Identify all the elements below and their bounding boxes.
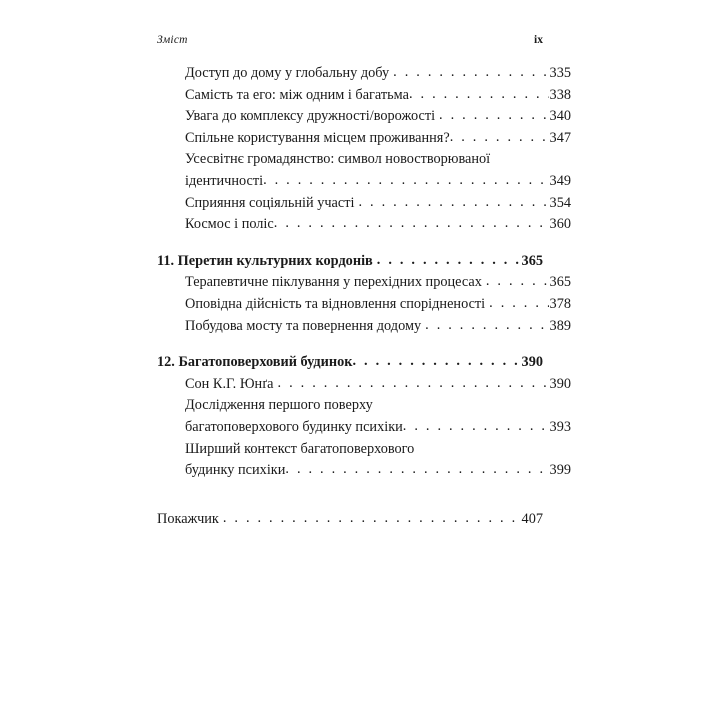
toc-entry-page-number: 354 — [549, 194, 571, 211]
toc-entry-label: Покажчик — [157, 510, 219, 527]
toc-leader-dots — [358, 192, 549, 214]
toc-leader-dots — [403, 416, 549, 438]
toc-entry-page-number: 365 — [549, 274, 571, 291]
toc-leader-dots — [409, 84, 549, 106]
toc-entry-label: 12. Багатоповерховий будинок — [157, 354, 353, 371]
toc-entry[interactable] — [157, 439, 571, 461]
toc-entry-label: Самість та его: між одним і багатьма — [185, 86, 409, 103]
toc-entry-page-number: 378 — [549, 295, 571, 312]
toc-entry[interactable] — [157, 63, 571, 85]
toc-entry-label: Сон К.Г. Юнґа — [185, 375, 274, 392]
toc-entry-label: Побудова мосту та повернення додому — [185, 317, 422, 334]
toc-entry-page-number: 335 — [549, 65, 571, 81]
toc-entry-label: Терапевтичне піклування у перехідних процесах — [185, 274, 482, 291]
toc-entry[interactable] — [157, 171, 571, 193]
toc-entry[interactable] — [157, 352, 543, 374]
toc-entry-label: Космос і поліс — [185, 216, 274, 233]
toc-entry-label: Увага до комплексу дружності/ворожості — [185, 108, 436, 125]
page-folio: ix — [534, 34, 543, 46]
toc-entry-page-number: 407 — [521, 510, 543, 527]
toc-entry[interactable] — [157, 460, 571, 482]
toc-entry-label: Дослідження першого поверху — [185, 397, 373, 414]
toc-leader-dots — [352, 351, 521, 373]
toc-leader-dots — [489, 293, 549, 315]
toc-entry[interactable] — [157, 395, 571, 417]
toc-entry[interactable] — [157, 214, 571, 236]
toc-entry-label: Доступ до дому у глобальну добу — [185, 65, 390, 81]
toc-entry[interactable] — [157, 272, 571, 294]
toc-entry-label: Усесвітнє громадянство: символ новостворюваної — [185, 151, 491, 168]
toc-entry[interactable] — [157, 106, 571, 128]
toc-entry[interactable] — [157, 85, 571, 107]
toc-leader-dots — [278, 373, 550, 395]
toc-leader-dots — [377, 250, 521, 272]
toc-entry[interactable] — [157, 128, 571, 150]
toc-leader-dots — [486, 271, 549, 293]
toc-leader-dots — [223, 508, 521, 530]
toc-entry-label: Оповідна дійсність та відновлення спорідненості — [185, 295, 486, 312]
toc-entry-page-number: 338 — [549, 86, 571, 103]
toc-entry-page-number: 389 — [549, 317, 571, 334]
toc-entry[interactable] — [157, 417, 571, 439]
toc-entry-label: ідентичності — [185, 172, 264, 189]
toc-entry[interactable] — [157, 251, 543, 273]
toc-entry-page-number: 347 — [549, 129, 571, 146]
toc-leader-dots — [263, 170, 549, 192]
running-head — [157, 34, 543, 46]
toc-entry-label: 11. Перетин культурних кордонів — [157, 252, 373, 269]
toc-entry-page-number: 393 — [549, 418, 571, 435]
toc-entry-label: будинку психіки — [185, 462, 286, 479]
toc-entry-page-number: 349 — [549, 172, 571, 189]
toc-entry[interactable] — [157, 374, 571, 396]
toc-entry-page-number: 360 — [549, 216, 571, 233]
toc-entry[interactable] — [157, 316, 571, 338]
toc-leader-dots — [439, 105, 549, 127]
toc-leader-dots — [450, 127, 549, 149]
toc-entry-label: Спільне користування місцем проживання? — [185, 129, 450, 146]
toc-entry-label: Ширший контекст багатоповерхового — [185, 440, 415, 457]
toc-entry-page-number: 340 — [549, 108, 571, 125]
toc-entry-page-number: 390 — [521, 354, 543, 371]
running-head-title: Зміст — [157, 34, 188, 46]
toc-leader-dots — [425, 315, 549, 337]
toc-entry-page-number: 399 — [549, 462, 571, 479]
table-of-contents — [157, 63, 571, 530]
toc-entry[interactable] — [157, 509, 543, 531]
toc-entry[interactable] — [157, 149, 571, 171]
toc-entry[interactable] — [157, 294, 571, 316]
toc-leader-dots — [285, 459, 549, 481]
toc-entry-label: багатоповерхового будинку психіки — [185, 418, 403, 435]
toc-entry-label: Сприяння соціяльній участі — [185, 194, 355, 211]
toc-leader-dots — [274, 213, 549, 235]
toc-entry[interactable] — [157, 193, 571, 215]
toc-leader-dots — [393, 62, 549, 84]
toc-entry-page-number: 390 — [549, 375, 571, 392]
toc-entry-page-number: 365 — [521, 252, 543, 269]
